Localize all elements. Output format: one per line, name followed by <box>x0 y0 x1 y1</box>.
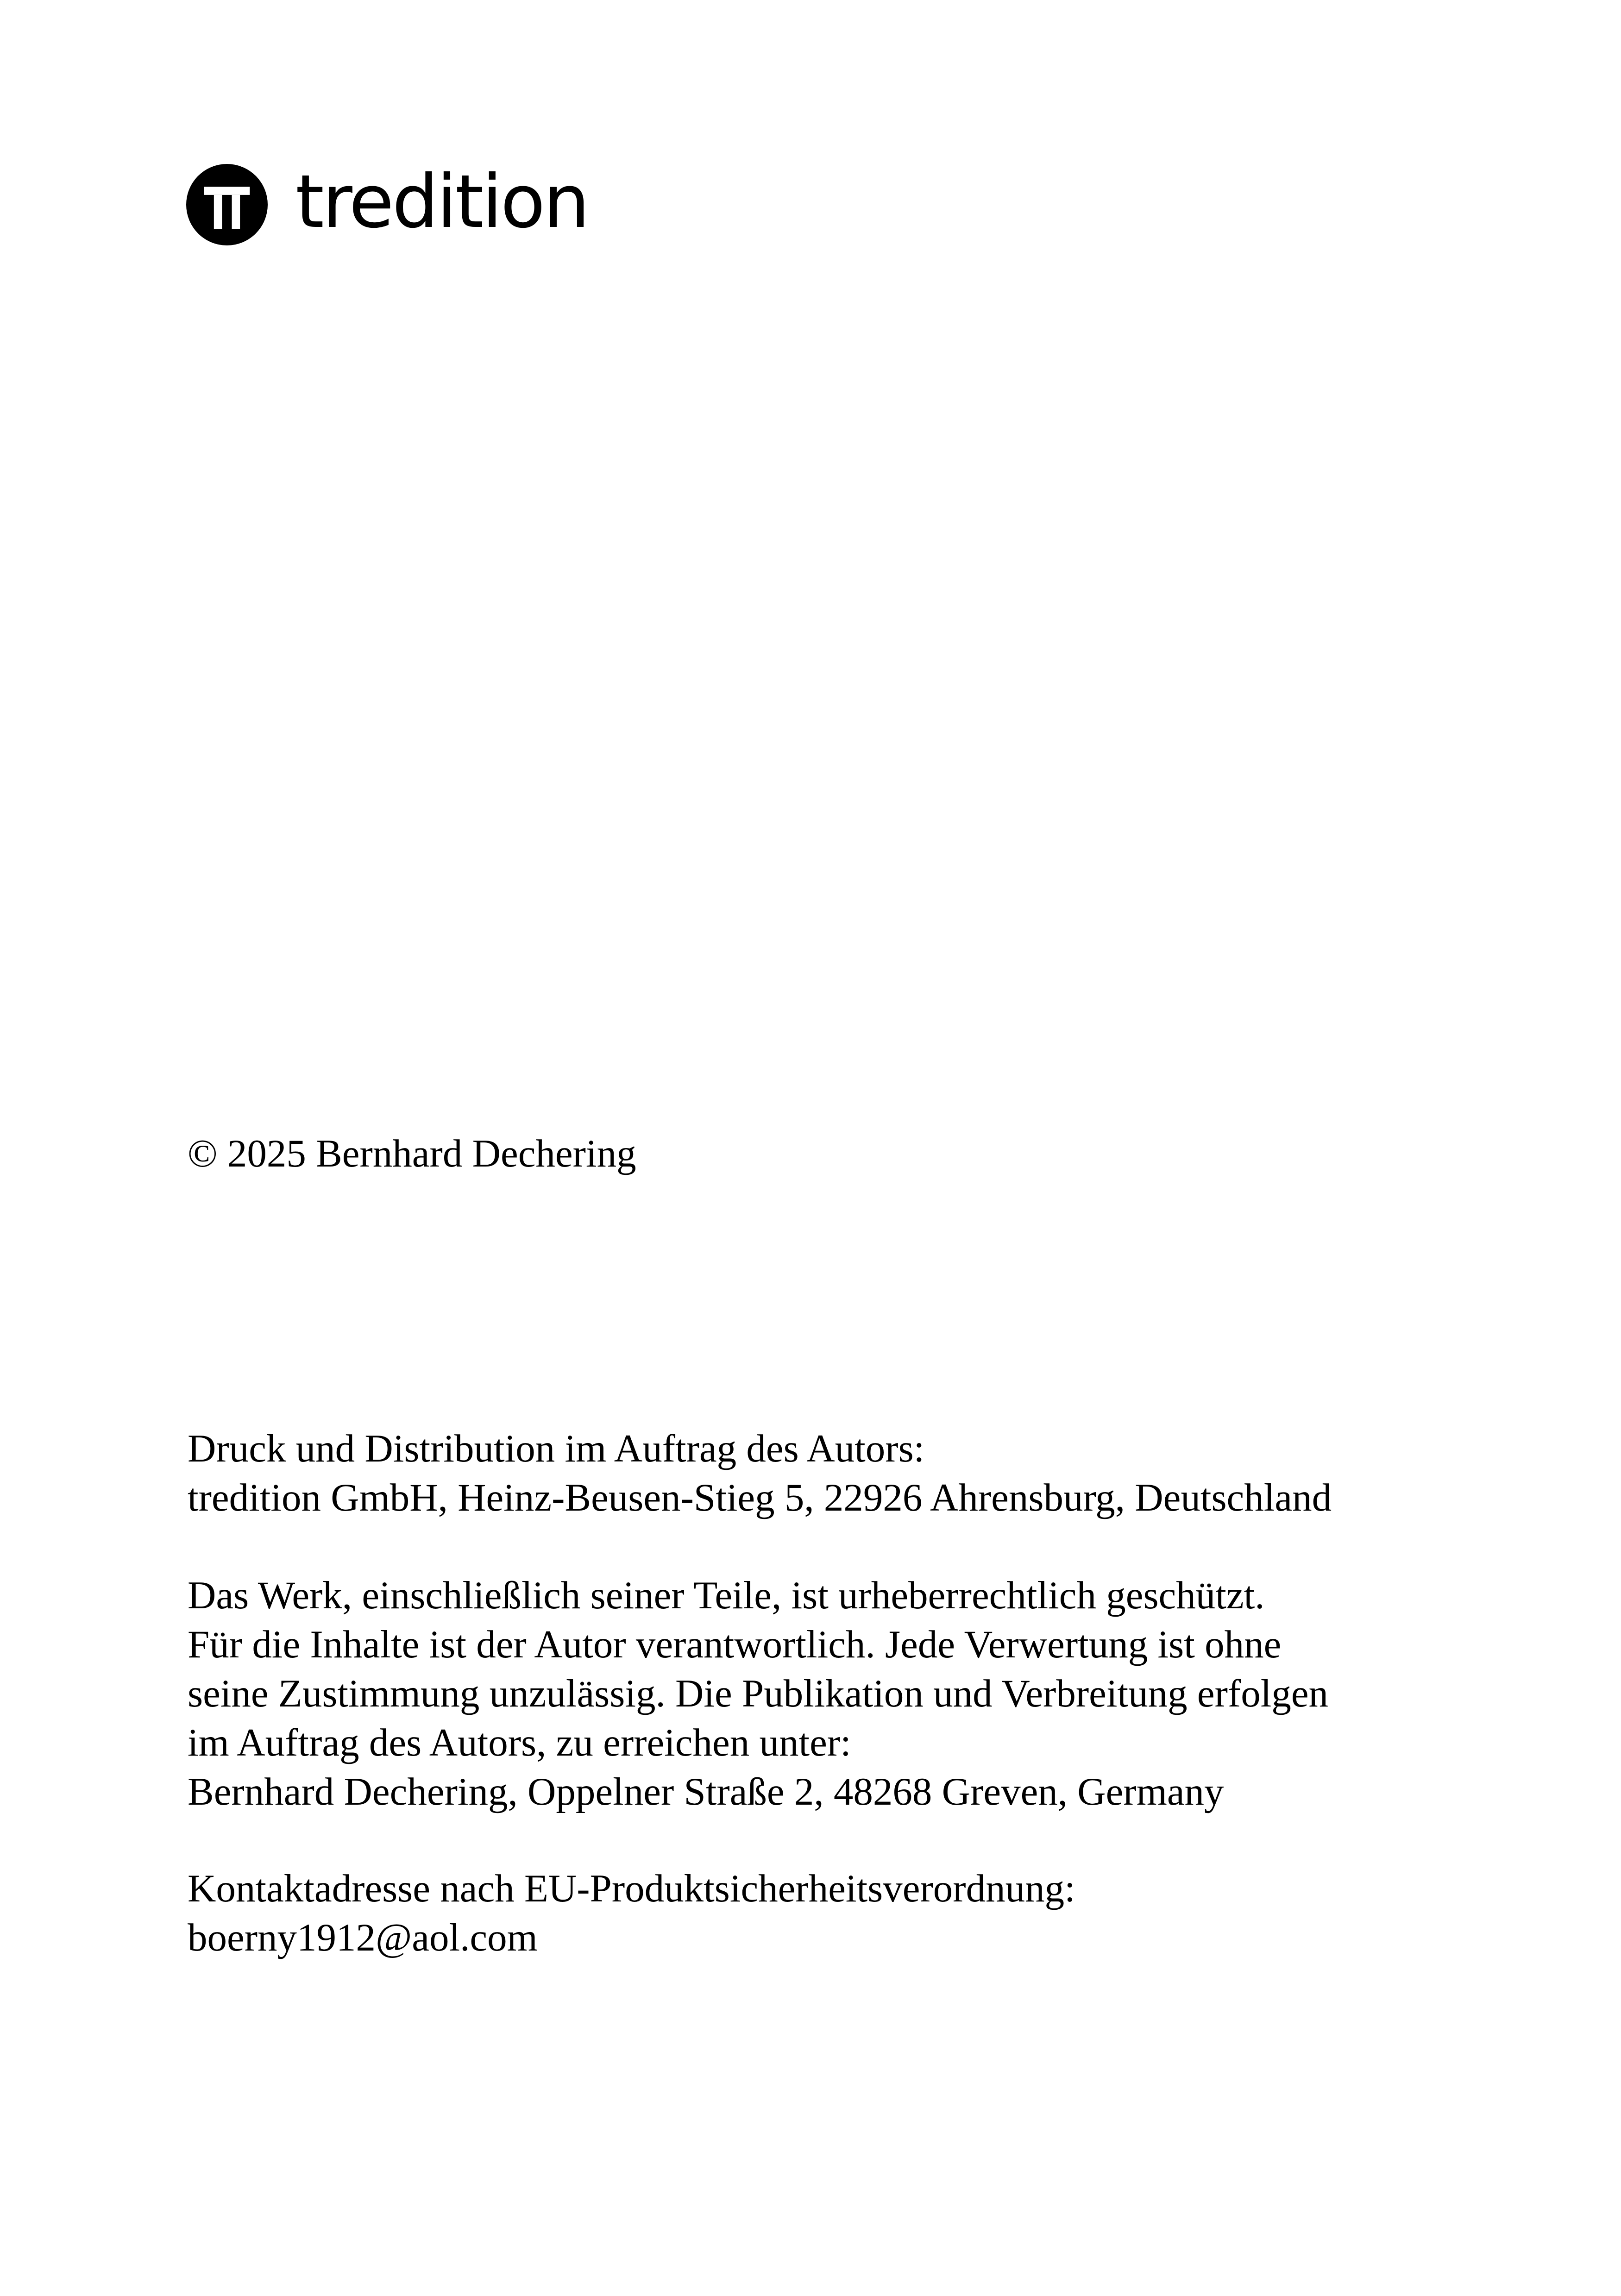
tredition-logo-icon <box>186 164 268 245</box>
printing-info <box>188 1424 1332 1522</box>
rights-line-5: Bernhard Dechering, Oppelner Straße 2, 48268 Greven, Germany <box>188 1770 1224 1813</box>
rights-line-4: im Auftrag des Autors, zu erreichen unter: <box>188 1721 851 1764</box>
printing-line-2: tredition GmbH, Heinz-Beusen-Stieg 5, 22926 Ahrensburg, Deutschland <box>188 1476 1332 1519</box>
rights-line-2: Für die Inhalte ist der Autor verantwortlich. Jede Verwertung ist ohne <box>188 1623 1282 1666</box>
copyright-notice <box>188 1129 636 1178</box>
contact-email[interactable]: boerny1912@aol.com <box>188 1916 538 1959</box>
publisher-logo <box>186 159 588 246</box>
contact-info <box>188 1864 1075 1962</box>
rights-line-1: Das Werk, einschließlich seiner Teile, ist urheberrechtlich geschützt. <box>188 1574 1265 1617</box>
printing-line-1: Druck und Distribution im Auftrag des Autors: <box>188 1427 925 1470</box>
copyright-line: © 2025 Bernhard Dechering <box>188 1132 636 1175</box>
contact-line-1: Kontaktadresse nach EU-Produktsicherheitsverordnung: <box>188 1867 1075 1910</box>
rights-notice <box>188 1571 1328 1816</box>
rights-line-3: seine Zustimmung unzulässig. Die Publikation und Verbreitung erfolgen <box>188 1672 1329 1715</box>
logo-wordmark: tredition <box>295 159 588 245</box>
